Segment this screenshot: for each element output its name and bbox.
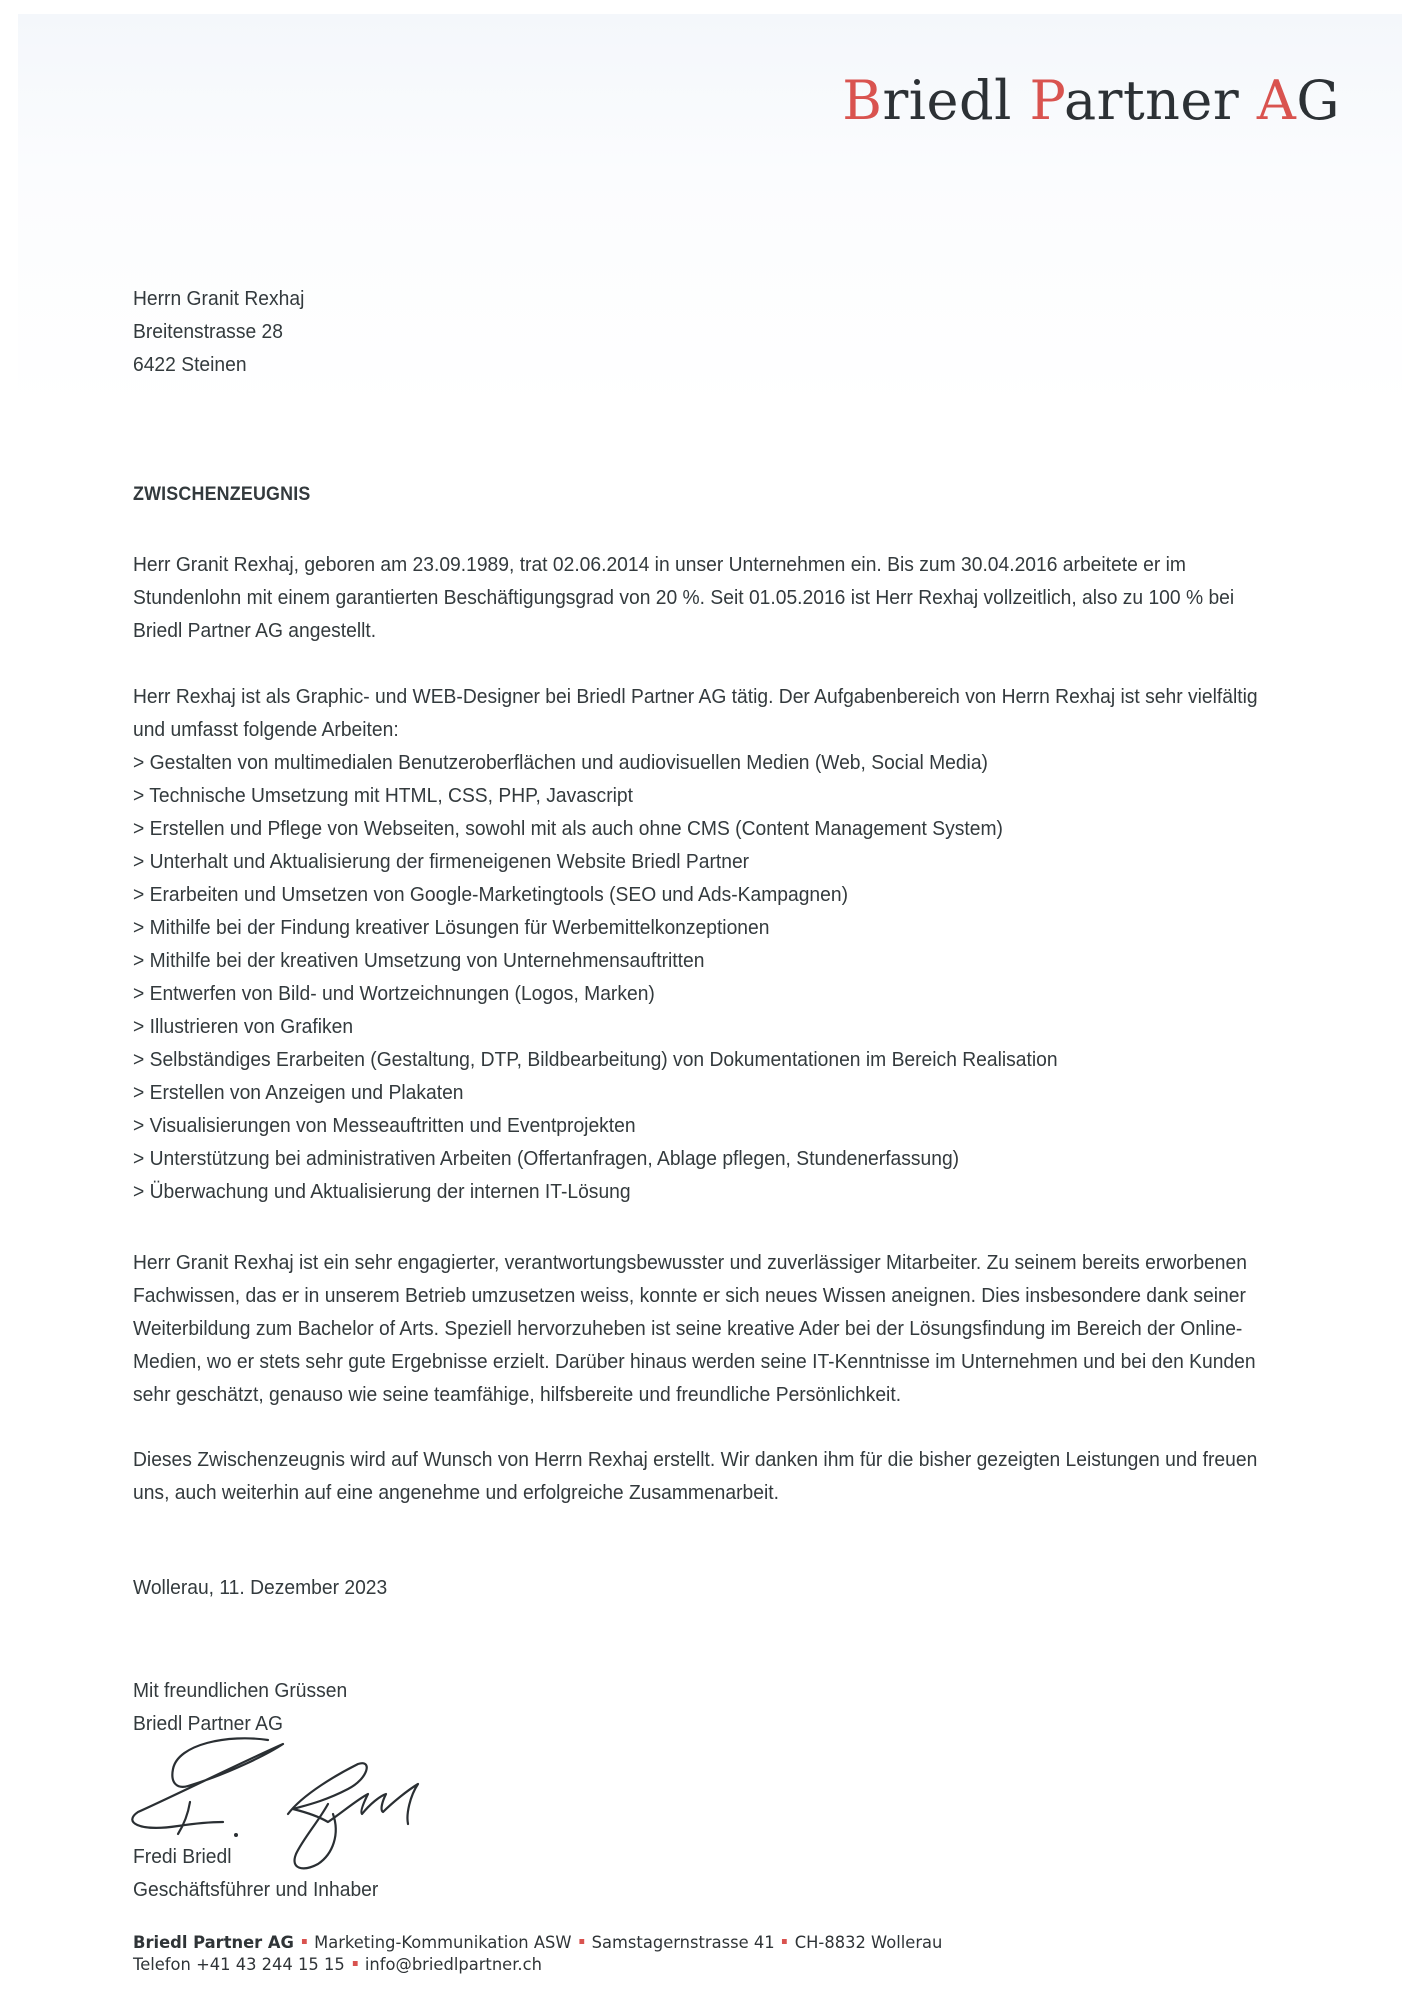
signer-role: Geschäftsführer und Inhaber — [133, 1878, 379, 1901]
task-item: > Selbständiges Erarbeiten (Gestaltung, DTP, Bildbearbeitung) von Dokumentationen im Bereich Realisation — [133, 1048, 1058, 1071]
footer-email[interactable]: info@briedlpartner.ch — [364, 1955, 542, 1975]
footer-street: Samstagernstrasse 41 — [591, 1933, 775, 1953]
paragraph-line: Dieses Zwischenzeugnis wird auf Wunsch von Herrn Rexhaj erstellt. Wir danken ihm für die bisher gezeigten Leistungen und freuen — [133, 1448, 1258, 1471]
signature-stroke — [288, 1763, 418, 1824]
task-item: > Erstellen von Anzeigen und Plakaten — [133, 1081, 464, 1104]
closing-company: Briedl Partner AG — [133, 1712, 283, 1735]
paragraph-line: Herr Granit Rexhaj ist ein sehr engagierter, verantwortungsbewusster und zuverlässiger Mitarbeiter. Zu seinem bereits erworbenen — [133, 1251, 1247, 1274]
footer-line-1 — [133, 1932, 942, 1954]
task-item: > Unterhalt und Aktualisierung der firmeneigenen Website Briedl Partner — [133, 850, 750, 873]
logo-text-g: G — [1296, 69, 1340, 132]
paragraph-line: Stundenlohn mit einem garantierten Beschäftigungsgrad von 20 %. Seit 01.05.2016 ist Herr Rexhaj vollzeitlich, also zu 100 % bei — [133, 586, 1235, 609]
logo-accent-b: B — [842, 69, 883, 132]
paragraph-duties — [133, 680, 1258, 1208]
task-item: > Mithilfe bei der Findung kreativer Lösungen für Werbemittelkonzeptionen — [133, 916, 770, 939]
letter-footer — [133, 1932, 942, 1976]
paragraph-line: Weiterbildung zum Bachelor of Arts. Speziell hervorzuheben ist seine kreative Ader bei der Lösungsfindung im Bereich der Online- — [133, 1317, 1243, 1340]
document-title: ZWISCHENZEUGNIS — [133, 484, 311, 505]
paragraph-line: Herr Granit Rexhaj, geboren am 23.09.1989, trat 02.06.2014 in unser Unternehmen ein. Bis zum 30.04.2016 arbeitete er im — [133, 553, 1186, 576]
paragraph-line: und umfasst folgende Arbeiten: — [133, 718, 399, 741]
logo-accent-a: A — [1256, 69, 1297, 132]
logo-text-artner: artner — [1063, 69, 1257, 132]
logo-text-riedl: riedl — [882, 69, 1030, 132]
paragraph-line: uns, auch weiterhin auf eine angenehme und erfolgreiche Zusammenarbeit. — [133, 1481, 779, 1504]
place-date: Wollerau, 11. Dezember 2023 — [133, 1576, 388, 1599]
recipient-street: Breitenstrasse 28 — [133, 320, 283, 343]
paragraph-line: Fachwissen, das er in unserem Betrieb umzusetzen weiss, konnte er sich neues Wissen aneignen. Dies insbesondere dank seiner — [133, 1284, 1246, 1307]
task-item: > Erarbeiten und Umsetzen von Google-Marketingtools (SEO und Ads-Kampagnen) — [133, 883, 848, 906]
footer-line-2 — [133, 1954, 942, 1976]
task-item: > Entwerfen von Bild- und Wortzeichnungen (Logos, Marken) — [133, 982, 655, 1005]
paragraph-line: Medien, wo er stets sehr gute Ergebnisse erzielt. Darüber hinaus werden seine IT-Kenntnisse im Unternehmen und bei den Kunden — [133, 1350, 1256, 1373]
task-item: > Technische Umsetzung mit HTML, CSS, PHP, Javascript — [133, 784, 633, 807]
logo-accent-p: P — [1029, 69, 1064, 132]
closing-greeting: Mit freundlichen Grüssen — [133, 1679, 348, 1702]
paragraph-line: Briedl Partner AG angestellt. — [133, 619, 377, 642]
separator-square-icon — [352, 1961, 357, 1966]
task-item: > Visualisierungen von Messeauftritten und Eventprojekten — [133, 1114, 636, 1137]
separator-square-icon — [782, 1939, 787, 1944]
paragraph-line: Herr Rexhaj ist als Graphic- und WEB-Designer bei Briedl Partner AG tätig. Der Aufgabenbereich von Herrn Rexhaj ist sehr vielfältig — [133, 685, 1258, 708]
task-item: > Mithilfe bei der kreativen Umsetzung von Unternehmensauftritten — [133, 949, 705, 972]
signature-stroke — [132, 1738, 283, 1828]
paragraph-assessment — [133, 1246, 1256, 1411]
paragraph-employment — [133, 548, 1234, 647]
signature-stroke — [178, 1802, 190, 1834]
signer-name: Fredi Briedl — [133, 1845, 232, 1868]
letter-page — [18, 14, 1402, 2000]
separator-square-icon — [302, 1939, 307, 1944]
task-item: > Illustrieren von Grafiken — [133, 1015, 354, 1038]
task-item: > Überwachung und Aktualisierung der internen IT-Lösung — [133, 1180, 631, 1203]
task-item: > Erstellen und Pflege von Webseiten, sowohl mit als auch ohne CMS (Content Management System) — [133, 817, 1003, 840]
footer-tagline: Marketing-Kommunikation ASW — [314, 1933, 572, 1953]
signature-dot — [234, 1833, 238, 1837]
signer-block — [133, 1840, 378, 1906]
footer-company: Briedl Partner AG — [133, 1933, 294, 1953]
footer-city: CH-8832 Wollerau — [794, 1933, 943, 1953]
recipient-name: Herrn Granit Rexhaj — [133, 287, 305, 310]
task-item: > Gestalten von multimedialen Benutzeroberflächen und audiovisuellen Medien (Web, Social Media) — [133, 751, 988, 774]
company-logo — [842, 69, 1340, 132]
paragraph-closing — [133, 1443, 1257, 1509]
recipient-address — [133, 282, 304, 381]
paragraph-line: sehr geschätzt, genauso wie seine teamfähige, hilfsbereite und freundliche Persönlichkeit. — [133, 1383, 902, 1406]
separator-square-icon — [579, 1939, 584, 1944]
footer-phone: Telefon +41 43 244 15 15 — [133, 1955, 345, 1975]
task-item: > Unterstützung bei administrativen Arbeiten (Offertanfragen, Ablage pflegen, Stundenerfassung) — [133, 1147, 960, 1170]
recipient-city: 6422 Steinen — [133, 353, 247, 376]
